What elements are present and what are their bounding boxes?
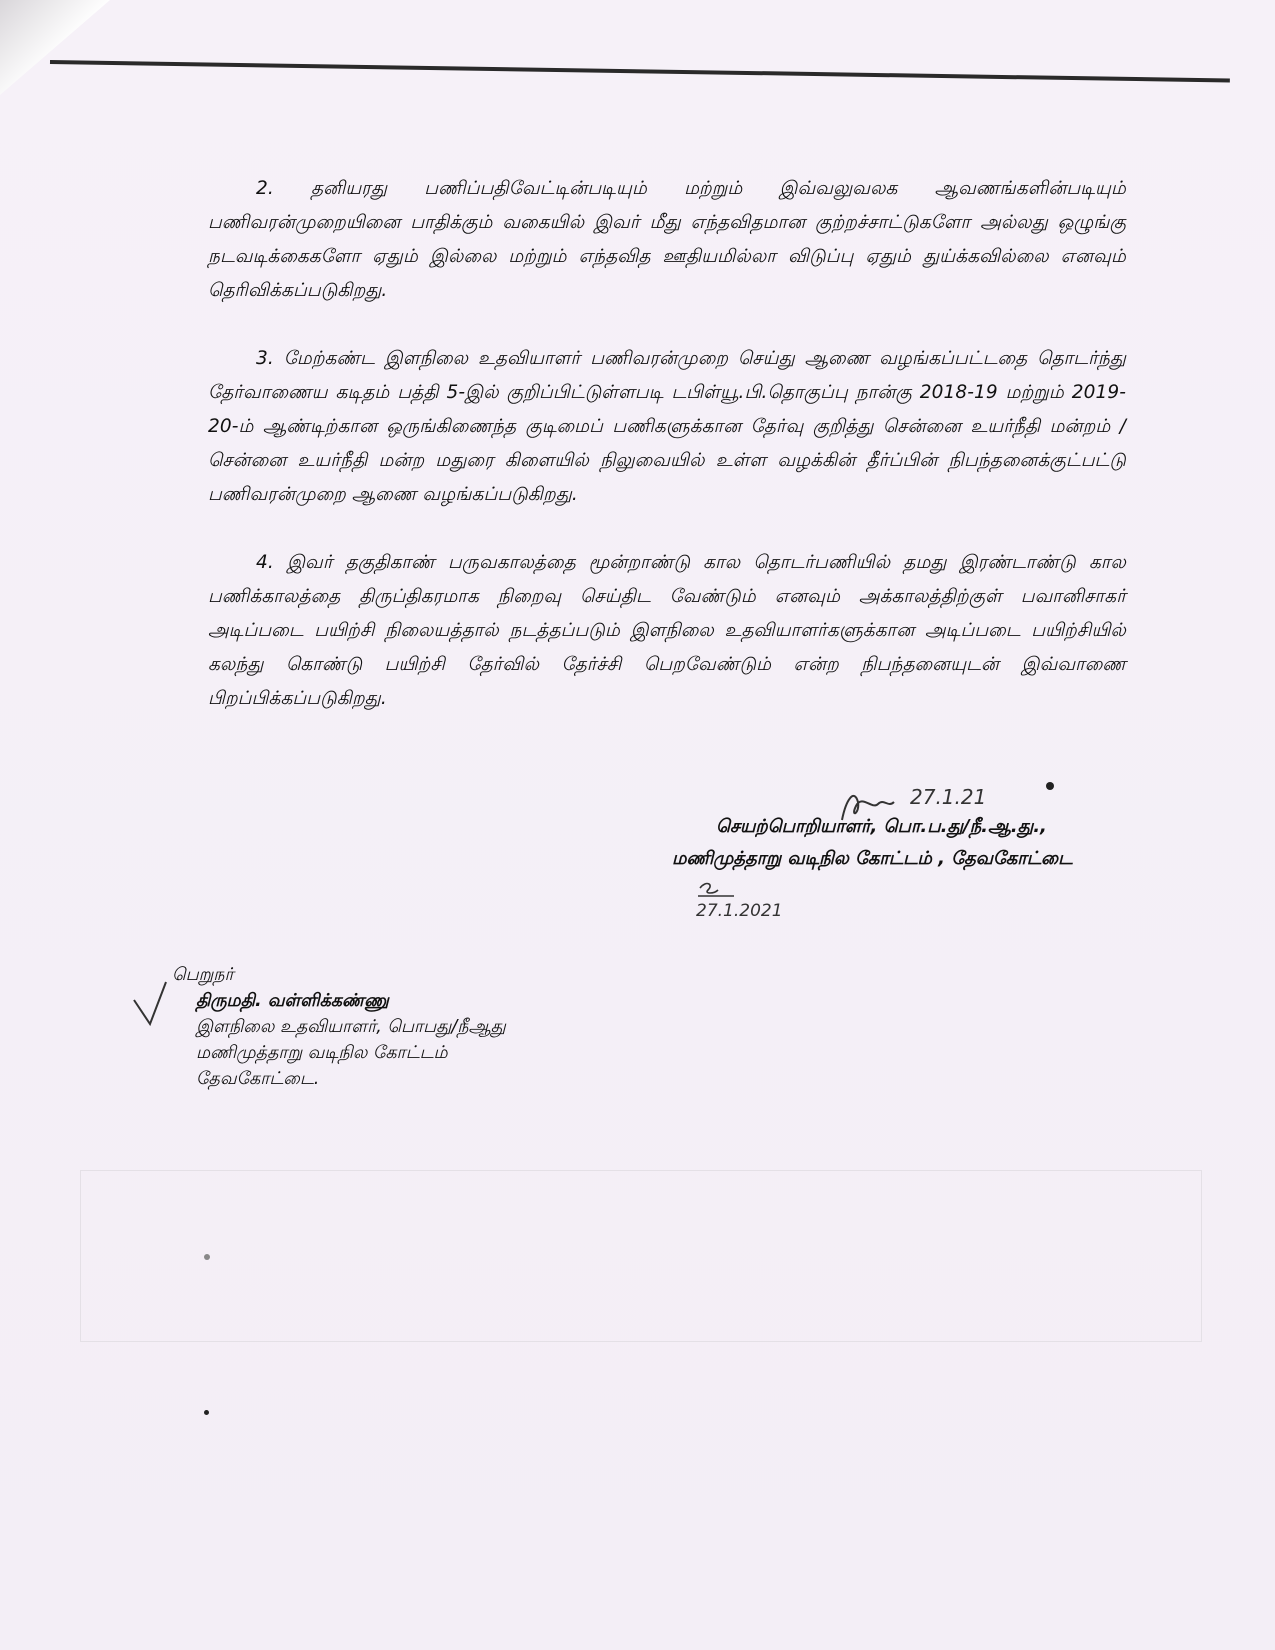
ink-spot (204, 1410, 209, 1415)
signature-date: 27.1.21 (910, 785, 987, 809)
recipient-town: தேவகோட்டை. (196, 1069, 320, 1089)
handwritten-initials (694, 878, 804, 922)
paragraph-3 (208, 342, 1126, 512)
ink-spot (1046, 782, 1054, 790)
recipient-name: திருமதி. வள்ளிக்கண்ணு (196, 991, 389, 1011)
show-through-table-shadow (80, 1170, 1202, 1342)
signer-title: செயற்பொறியாளர், பொ.ப.து/நீ.ஆ.து., (716, 816, 1047, 837)
recipient-label: பெறுநர் (172, 965, 234, 985)
paragraph-4-text: 4. இவர் தகுதிகாண் பருவகாலத்தை மூன்றாண்டு கால தொடர்பணியில் தமது இரண்டாண்டு கால பணிக்காலத்தை திருப்திகரமாக நிறைவு செய்திட வேண்டும் எனவும் அக்காலத்திற்குள் பவானிசாகர் அடிப்படை பயிற்சி நிலையத்தால் நடத்தப்படும் இளநிலை உதவியாளர்களுக்கான அடிப்படை பயிற்சியில் கலந்து கொண்டு பயிற்சி தேர்வில் தேர்ச்சி பெறவேண்டும் என்ற நிபந்தனையுடன் இவ்வாணை பிறப்பிக்கப்படுகிறது. (208, 552, 1126, 709)
paragraph-4 (208, 546, 1126, 716)
signer-office: மணிமுத்தாறு வடிநில கோட்டம் , தேவகோட்டை (672, 848, 1073, 869)
paragraph-3-text: 3. மேற்கண்ட இளநிலை உதவியாளர் பணிவரன்முறை செய்து ஆணை வழங்கப்பட்டதை தொடர்ந்து தேர்வாணைய கடிதம் பத்தி 5-இல் குறிப்பிட்டுள்ளபடி டபிள்யூ.பி.தொகுப்பு நான்கு 2018-19 மற்றும் 2019-20-ம் ஆண்டிற்கான ஒருங்கிணைந்த குடிமைப் பணிகளுக்கான தேர்வு குறித்து சென்னை உயர்நீதி மன்றம் / சென்னை உயர்நீதி மன்ற மதுரை கிளையில் நிலுவையில் உள்ள வழக்கின் தீர்ப்பின் நிபந்தனைக்குட்பட்டு பணிவரன்முறை ஆணை வழங்கப்படுகிறது. (208, 348, 1126, 505)
folded-corner (0, 0, 110, 95)
recipient-designation: இளநிலை உதவியாளர், பொபது/நீஆது (196, 1017, 506, 1037)
paragraph-2 (208, 172, 1126, 308)
ink-spot (204, 1254, 210, 1260)
initials-date: 27.1.2021 (696, 901, 783, 921)
recipient-block (172, 962, 506, 1092)
paragraph-2-text: 2. தனியரது பணிப்பதிவேட்டின்படியும் மற்றும் இவ்வலுவலக ஆவணங்களின்படியும் பணிவரன்முறையினை பாதிக்கும் வகையில் இவர் மீது எந்தவிதமான குற்றச்சாட்டுகளோ அல்லது ஒழுங்கு நடவடிக்கைகளோ ஏதும் இல்லை மற்றும் எந்தவித ஊதியமில்லா விடுப்பு ஏதும் துய்க்கவில்லை எனவும் தெரிவிக்கப்படுகிறது. (208, 178, 1126, 301)
top-border-line (50, 60, 1230, 83)
recipient-office: மணிமுத்தாறு வடிநில கோட்டம் (196, 1043, 448, 1063)
